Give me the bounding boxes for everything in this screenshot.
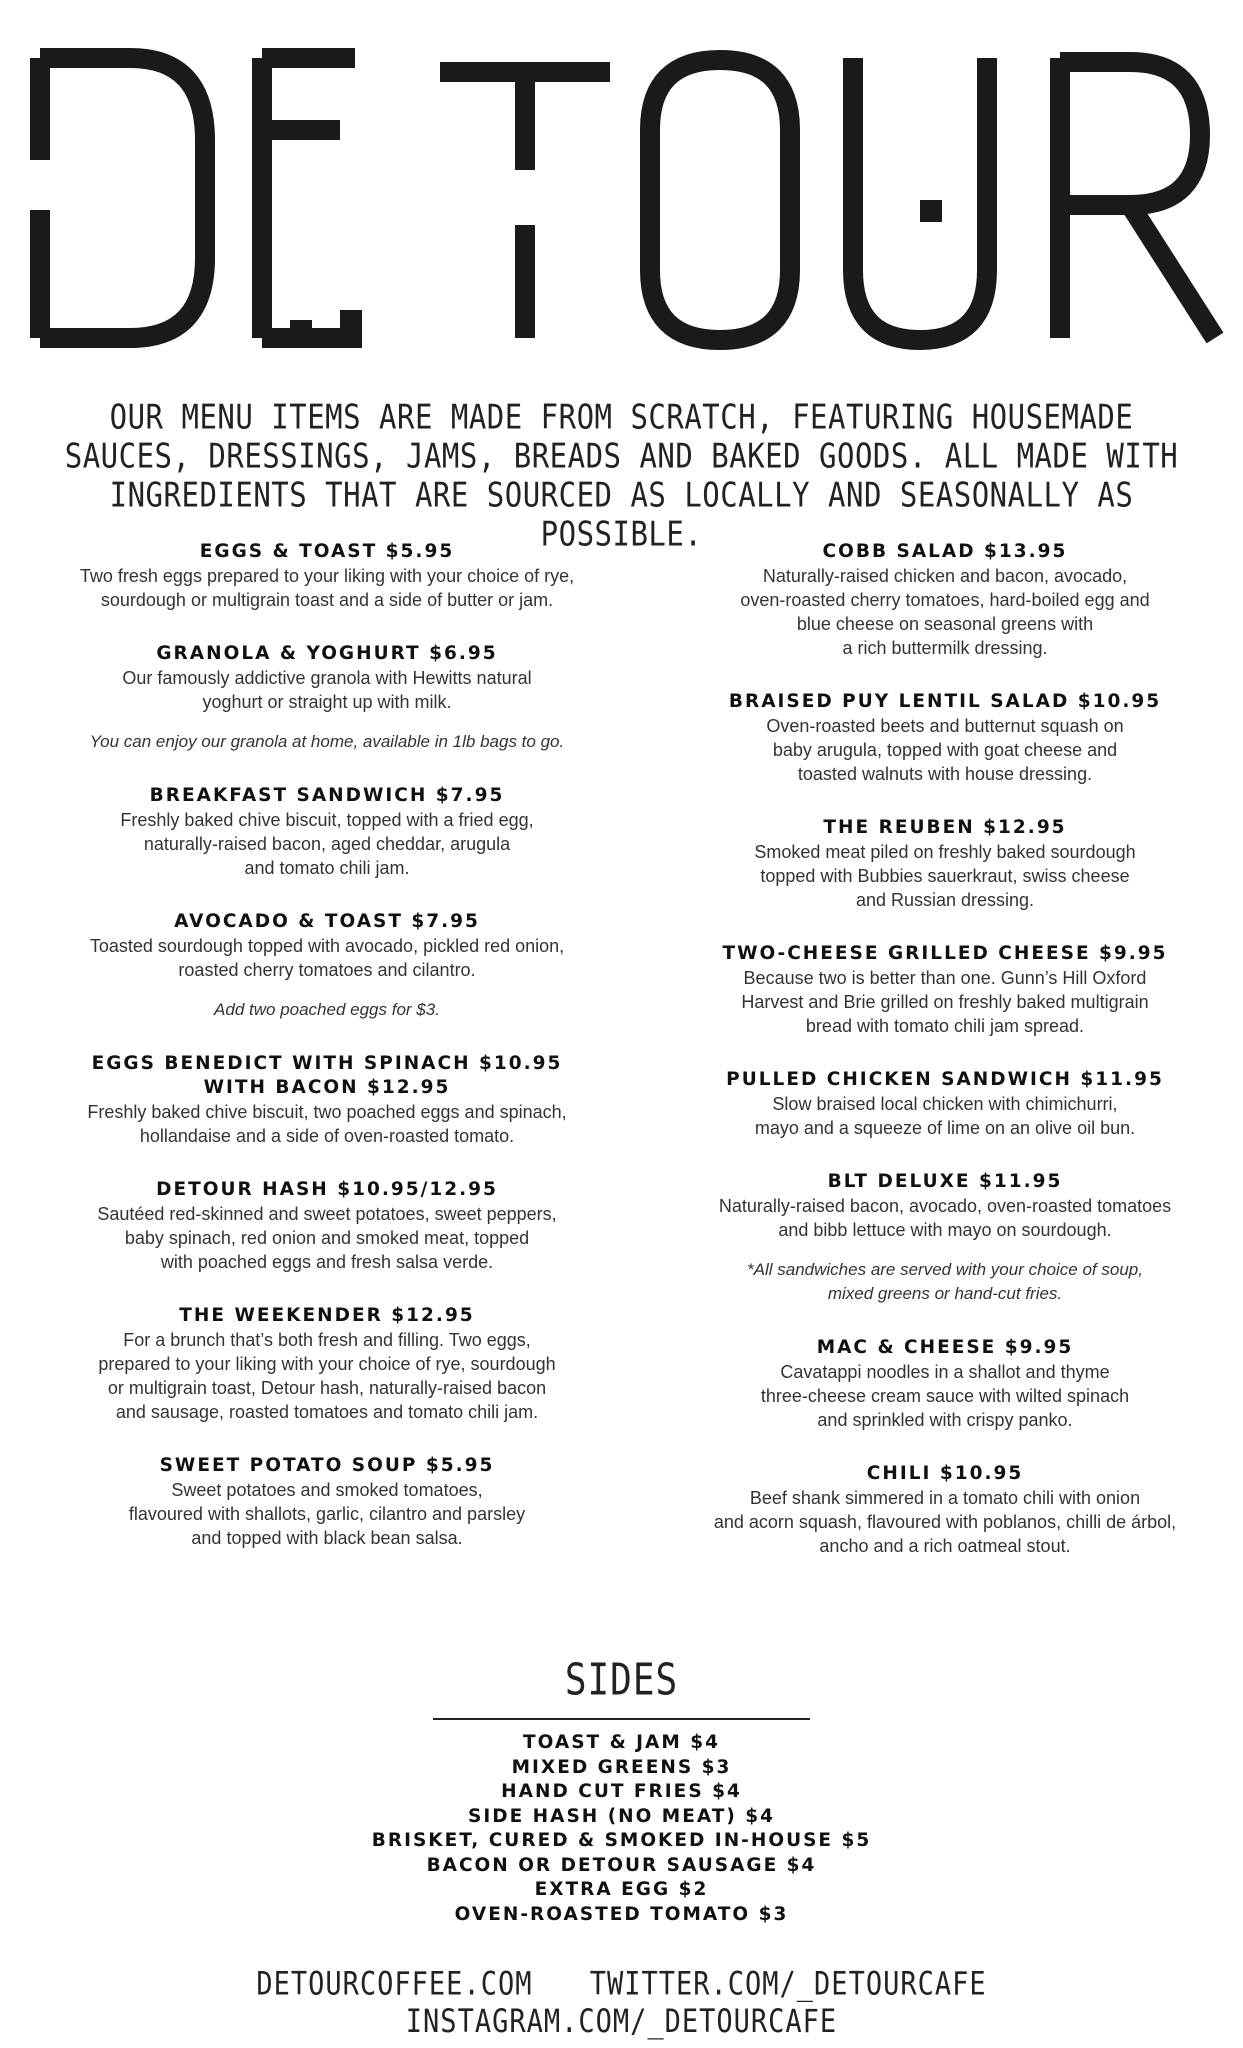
menu-item xyxy=(665,1068,1225,1140)
menu-item-title: PULLED CHICKEN SANDWICH $11.95 xyxy=(726,1069,1164,1090)
side-item: BACON OR DETOUR SAUSAGE $4 xyxy=(426,1854,817,1876)
menu-item-title: EGGS & TOAST $5.95 xyxy=(199,541,455,562)
menu-item-description: Toasted sourdough topped with avocado, pickled red onion, roasted cherry tomatoes and cilantro. xyxy=(89,936,565,980)
menu-item-description: Sweet potatoes and smoked tomatoes, flavoured with shallots, garlic, cilantro and parsley and topped with black bean salsa. xyxy=(128,1480,526,1548)
menu-item xyxy=(47,540,607,612)
side-item: BRISKET, CURED & SMOKED IN-HOUSE $5 xyxy=(371,1830,872,1851)
menu-item xyxy=(47,1052,607,1148)
menu-item-description: Naturally-raised bacon, avocado, oven-roasted tomatoes and bibb lettuce with mayo on sourdough. xyxy=(718,1196,1172,1240)
side-item: EXTRA EGG $2 xyxy=(534,1879,709,1900)
menu-item-description: Beef shank simmered in a tomato chili with onion and acorn squash, flavoured with poblanos, chilli de árbol, ancho and a rich oatmeal stout. xyxy=(713,1488,1177,1556)
menu-item-description: Slow braised local chicken with chimichurri, mayo and a squeeze of lime on an olive oil bun. xyxy=(754,1094,1136,1138)
menu-item-title: BREAKFAST SANDWICH $7.95 xyxy=(149,785,505,806)
menu-item-title: COBB SALAD $13.95 xyxy=(822,541,1068,562)
menu-item-description: Oven-roasted beets and butternut squash on baby arugula, topped with goat cheese and toasted walnuts with house dressing. xyxy=(766,716,1124,784)
menu-item xyxy=(47,784,607,880)
side-item: TOAST & JAM $4 xyxy=(523,1732,720,1753)
menu-item-title: THE WEEKENDER $12.95 xyxy=(179,1305,475,1326)
menu-item-title: SWEET POTATO SOUP $5.95 xyxy=(159,1455,495,1476)
side-item: MIXED GREENS $3 xyxy=(511,1756,732,1778)
side-item: SIDE HASH (NO MEAT) $4 xyxy=(468,1805,775,1827)
sides-heading: SIDES xyxy=(564,1655,679,1706)
menu-item xyxy=(47,1304,607,1424)
menu-item-title-secondary: WITH BACON $12.95 xyxy=(203,1077,451,1098)
menu-item-title: THE REUBEN $12.95 xyxy=(823,817,1067,838)
menu-item-title: TWO-CHEESE GRILLED CHEESE $9.95 xyxy=(722,943,1168,964)
menu-item-title: EGGS BENEDICT WITH SPINACH $10.95 xyxy=(91,1053,563,1074)
menu-column-left xyxy=(47,540,607,1550)
menu-item-note: You can enjoy our granola at home, available in 1lb bags to go. xyxy=(89,732,565,751)
menu-column-right xyxy=(665,540,1225,1558)
menu-item xyxy=(47,1178,607,1274)
menu-item-description: Naturally-raised chicken and bacon, avocado, oven-roasted cherry tomatoes, hard-boiled egg and blue cheese on seasonal greens with a rich buttermilk dressing. xyxy=(740,566,1150,658)
menu-item-description: Smoked meat piled on freshly baked sourdough topped with Bubbies sauerkraut, swiss cheese and Russian dressing. xyxy=(754,842,1136,910)
menu-item-description: Cavatappi noodles in a shallot and thyme three-cheese cream sauce with wilted spinach and sprinkled with crispy panko. xyxy=(760,1362,1130,1430)
menu-item xyxy=(665,1462,1225,1558)
sides-divider xyxy=(433,1718,810,1720)
footer-links xyxy=(0,1966,1243,2040)
twitter-link[interactable]: TWITTER.COM/_DETOURCAFE xyxy=(589,1965,987,2003)
detour-logo xyxy=(0,20,1243,350)
menu-item-title: BLT DELUXE $11.95 xyxy=(827,1171,1063,1192)
menu-item-title: CHILI $10.95 xyxy=(866,1463,1024,1484)
menu-item-title: AVOCADO & TOAST $7.95 xyxy=(174,911,480,932)
menu-item xyxy=(665,1336,1225,1432)
side-item: HAND CUT FRIES $4 xyxy=(501,1781,742,1802)
menu-item-description: Our famously addictive granola with Hewitts natural yoghurt or straight up with milk. xyxy=(122,668,532,712)
website-link[interactable]: DETOURCOFFEE.COM xyxy=(256,1965,533,2003)
instagram-link[interactable]: INSTAGRAM.COM/_DETOURCAFE xyxy=(405,2003,838,2041)
menu-item-title: MAC & CHEESE $9.95 xyxy=(816,1337,1074,1358)
menu-item-title: BRAISED PUY LENTIL SALAD $10.95 xyxy=(728,691,1162,712)
menu-item xyxy=(665,942,1225,1038)
menu-item-title: GRANOLA & YOGHURT $6.95 xyxy=(156,643,498,664)
intro-statement: OUR MENU ITEMS ARE MADE FROM SCRATCH, FEATURING HOUSEMADE SAUCES, DRESSINGS, JAMS, BREADS AND BAKED GOODS. ALL MADE WITH INGREDIENTS THAT ARE SOURCED AS LOCALLY AND SEASONALLY AS POSSIBLE. xyxy=(64,396,1179,554)
menu-item xyxy=(665,690,1225,786)
menu-item-description: Freshly baked chive biscuit, topped with a fried egg, naturally-raised bacon, aged cheddar, arugula and tomato chili jam. xyxy=(120,810,534,878)
menu-item-description: Sautéed red-skinned and sweet potatoes, sweet peppers, baby spinach, red onion and smoked meat, topped with poached eggs and fresh salsa verde. xyxy=(97,1204,557,1272)
menu-item xyxy=(665,1170,1225,1306)
menu-item-description: Freshly baked chive biscuit, two poached eggs and spinach, hollandaise and a side of oven-roasted tomato. xyxy=(87,1102,567,1146)
sides-list xyxy=(0,1731,1243,1927)
menu-item xyxy=(47,1454,607,1550)
menu-item xyxy=(47,642,607,754)
menu-item-description: Because two is better than one. Gunn’s Hill Oxford Harvest and Brie grilled on freshly baked multigrain bread with tomato chili jam spread. xyxy=(741,968,1149,1036)
menu-item xyxy=(665,540,1225,660)
menu-item xyxy=(665,816,1225,912)
menu-item-description: For a brunch that’s both fresh and filling. Two eggs, prepared to your liking with your choice of rye, sourdough or multigrain toast, Detour hash, naturally-raised bacon and sausage, roasted tomatoes and tomato chili jam. xyxy=(98,1330,556,1422)
menu-item-title: DETOUR HASH $10.95/12.95 xyxy=(156,1179,498,1200)
menu-item-description: Two fresh eggs prepared to your liking with your choice of rye, sourdough or multigrain toast and a side of butter or jam. xyxy=(79,566,575,610)
menu-item xyxy=(47,910,607,1022)
side-item: OVEN-ROASTED TOMATO $3 xyxy=(454,1903,789,1925)
menu-item-note: Add two poached eggs for $3. xyxy=(214,1000,440,1019)
menu-item-note: *All sandwiches are served with your choice of soup, mixed greens or hand-cut fries. xyxy=(747,1260,1143,1303)
